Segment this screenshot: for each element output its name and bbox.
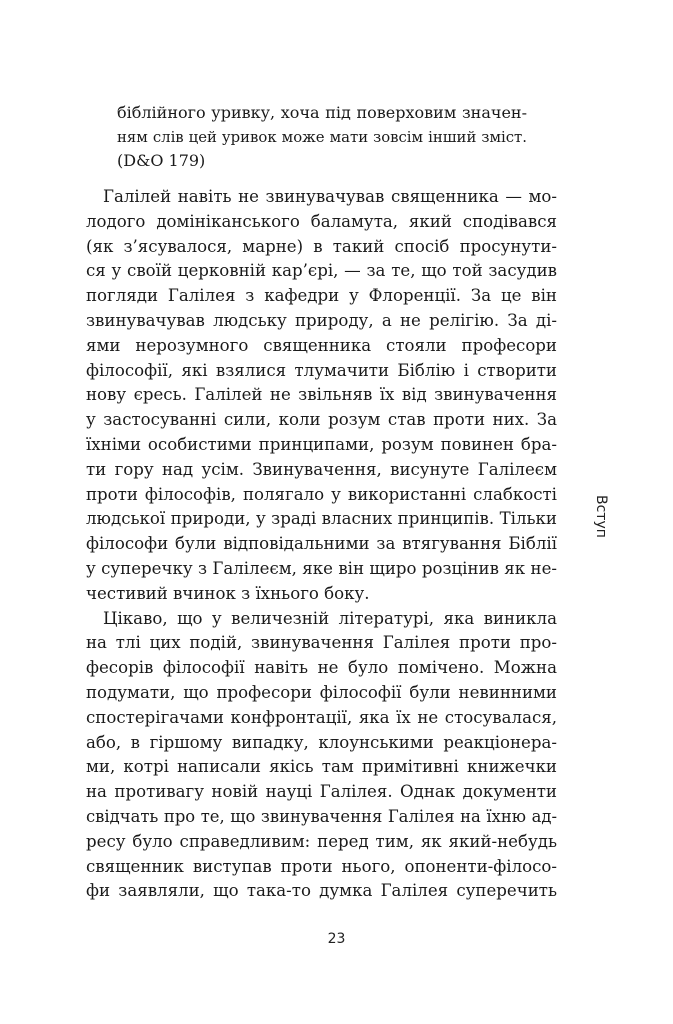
paragraph-line: ями нерозумного священника стояли професори [86,335,557,355]
paragraph-line: філософи були відповідальними за втягування Біблії [86,534,557,554]
block-quote [117,101,527,173]
paragraph-line: честивий вчинок з їхнього боку. [86,583,370,603]
paragraph-line: або, в гіршому випадку, клоунськими реакціонера- [86,732,557,752]
paragraph-line: філософії, які взялися тлумачити Біблію і створити [86,360,557,380]
paragraph-line: ресу було справедливим: перед тим, як який-небудь [86,831,557,851]
paragraph-line: ся у своїй церковній кар’єрі, — за те, що той засудив [86,261,557,281]
paragraph-line: проти філософів, полягало у використанні слабкості [86,484,557,504]
paragraph-line: спостерігачами конфронтації, яка їх не стосувалася, [86,707,557,727]
paragraph-line: лодого домініканського баламута, який сподівався [86,211,557,231]
running-head: Вступ [593,495,609,538]
quote-line: ням слів цей уривок може мати зовсім інший зміст. [117,128,527,146]
paragraph-line: фи заявляли, що така-то думка Галілея суперечить [86,881,557,901]
quote-line: (D&O 179) [117,151,206,170]
paragraph-line: нову єресь. Галілей не звільняв їх від звинувачення [86,385,557,405]
body-text [86,185,557,904]
paragraph-line: (як з’ясувалося, марне) в такий спосіб просунути- [86,236,557,256]
page-number: 23 [327,931,346,947]
paragraph-line: ти гору над усім. Звинувачення, висунуте Галілеєм [86,459,557,479]
paragraph-line: звинувачував людську природу, а не релігію. За ді- [86,310,557,330]
paragraph-line: ми, котрі написали якісь там примітивні книжечки [86,757,557,777]
paragraph-line: погляди Галілея з кафедри у Флоренції. За це він [86,286,557,306]
paragraph-line: у суперечку з Галілеєм, яке він щиро розцінив як не- [86,558,557,578]
paragraph-line: священник виступав проти нього, опоненти-філосо- [86,856,557,876]
paragraph-line: людської природи, у зраді власних принципів. Тільки [86,509,557,529]
paragraph-line: Галілей навіть не звинувачував священника — мо- [103,187,557,206]
paragraph-line: на противагу новій науці Галілея. Однак документи [86,782,557,802]
paragraph-line: свідчать про те, що звинувачення Галілея на їхню ад- [86,806,557,826]
paragraph-line: їхніми особистими принципами, розум повинен бра- [86,434,557,454]
paragraph-line: фесорів філософії навіть не було помічено. Можна [86,658,557,678]
quote-line: біблійного уривку, хоча під поверховим значен- [117,103,527,122]
paragraph-line: подумати, що професори філософії були невинними [86,682,557,702]
paragraph-line: на тлі цих подій, звинувачення Галілея проти про- [86,633,557,653]
paragraph-line: Цікаво, що у величезній літературі, яка виникла [103,608,557,628]
paragraph-line: у застосуванні сили, коли розум став проти них. За [86,410,557,430]
